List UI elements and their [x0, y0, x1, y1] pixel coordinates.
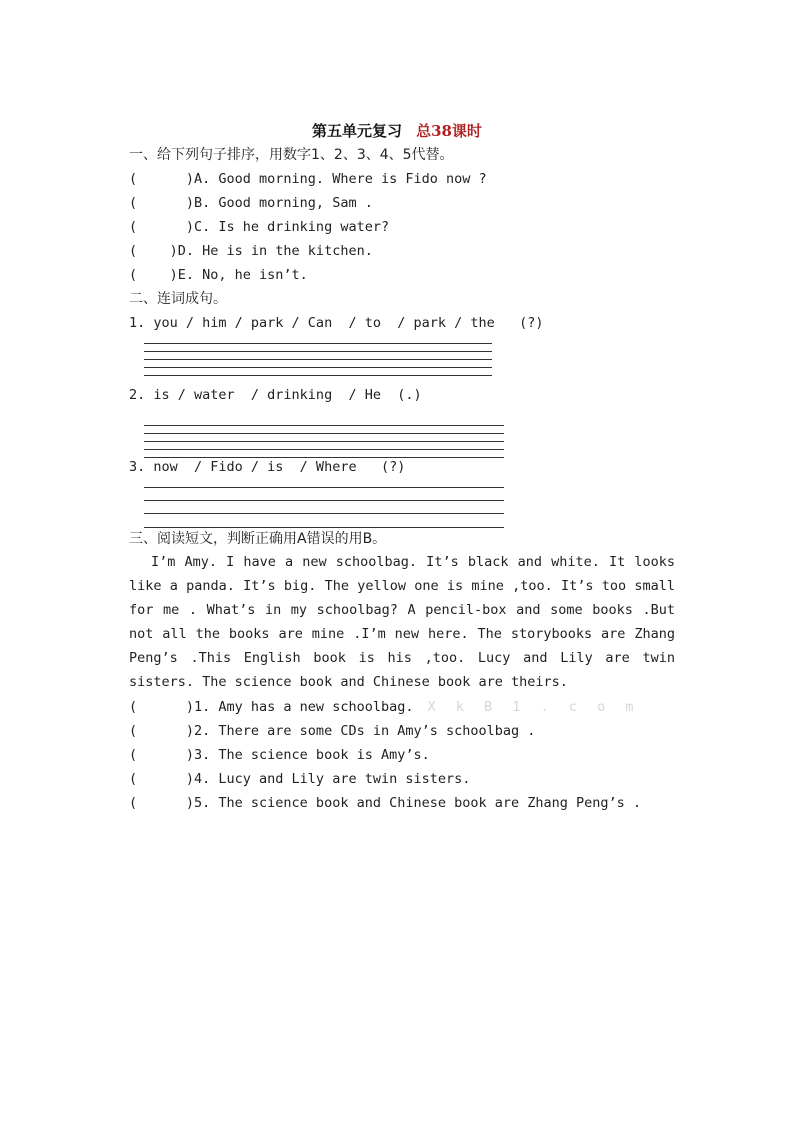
answer-line	[144, 487, 504, 488]
answer-line	[144, 425, 504, 426]
answer-line	[144, 359, 492, 360]
section2-item: 3. now / Fido / is / Where (?)	[129, 459, 406, 475]
section2-item: 2. is / water / drinking / He (.)	[129, 387, 422, 403]
answer-line	[144, 433, 504, 434]
section1-item: ( )A. Good morning. Where is Fido now ?	[129, 171, 487, 187]
judge-item-text: ( )1. Amy has a new schoolbag.	[129, 699, 414, 715]
section1-item: ( )E. No, he isn’t.	[129, 267, 308, 283]
answer-line	[144, 513, 504, 514]
watermark: X k B 1 . c o m	[427, 699, 640, 715]
judge-item: ( )5. The science book and Chinese book are Zhang Peng’s .	[129, 795, 642, 811]
judge-item: ( )2. There are some CDs in Amy’s schoolbag .	[129, 723, 536, 739]
page-title	[0, 120, 794, 141]
section1-item: ( )D. He is in the kitchen.	[129, 243, 373, 259]
answer-line	[144, 500, 504, 501]
answer-line	[144, 367, 492, 368]
answer-line	[144, 441, 504, 442]
reading-passage: I’m Amy. I have a new schoolbag. It’s black and white. It looks like a panda. It’s big. The yellow one is mine ,too. It’s too small for me . What’s in my schoolbag? A pencil-box and some books .But not all the books are mine .I’m new here. The storybooks are Zhang Peng’s .This English book is his ,too. Lucy and Lily are twin sisters. The science book and Chinese book are theirs.	[129, 554, 675, 690]
judge-item: ( )4. Lucy and Lily are twin sisters.	[129, 771, 471, 787]
answer-line	[144, 449, 504, 450]
section2-heading: 二、连词成句。	[129, 291, 227, 307]
judge-item: ( )3. The science book is Amy’s.	[129, 747, 430, 763]
title-main: 第五单元复习	[312, 122, 403, 140]
answer-line	[144, 343, 492, 344]
answer-line	[144, 527, 504, 528]
judge-item	[129, 698, 639, 716]
answer-line	[144, 351, 492, 352]
title-sub: 总38课时	[416, 122, 482, 140]
section3-heading: 三、阅读短文，判断正确用A错误的用B。	[129, 531, 387, 547]
section2-item: 1. you / him / park / Can / to / park / the (?)	[129, 315, 544, 331]
section1-heading: 一、给下列句子排序，用数字1、2、3、4、5代替。	[129, 147, 454, 163]
section1-item: ( )C. Is he drinking water?	[129, 219, 390, 235]
section1-item: ( )B. Good morning, Sam .	[129, 195, 373, 211]
answer-line	[144, 375, 492, 376]
